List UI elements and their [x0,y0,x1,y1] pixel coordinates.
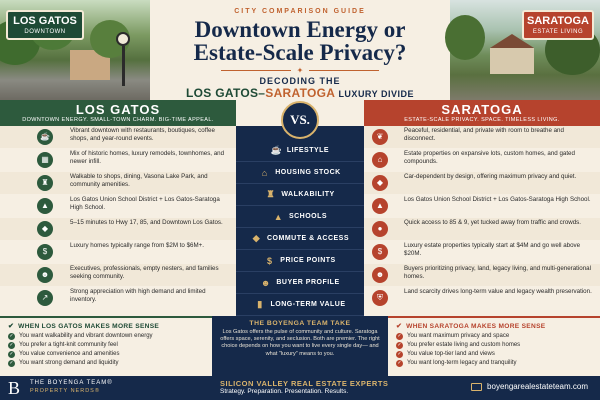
check-icon: ✓ [397,351,402,357]
title-line1: Downtown Energy or [194,17,406,42]
title-area [150,0,450,100]
car-icon: ◆ [252,233,261,243]
people-icon: ☻ [37,267,53,283]
pin-icon: ● [372,221,388,237]
category-lifestyle: ☕ LIFESTYLE [236,140,364,162]
check-icon: ✓ [9,360,14,366]
list-item: ⛨ Land scarcity drives long-term value and legacy wealth preservation. [364,287,600,309]
check-icon: ✓ [9,351,14,357]
list-item: ✓ You value top-tier land and views [397,351,495,357]
category-buyer-profile: ☻ BUYER PROFILE [236,272,364,294]
saratoga-photo [450,0,600,100]
list-item: ♜ Walkable to shops, dining, Vasona Lake Park, and community amenities. [0,172,236,194]
list-item: ✓ You want long-term legacy and tranquility [397,360,517,366]
los-gatos-column [0,126,236,316]
page-title [150,18,450,64]
saratoga-banner [364,100,600,126]
category-walkability: ♜ WALKABILITY [236,184,364,206]
list-item: ⌂ Estate properties on expansive lots, custom homes, and gated compounds. [364,149,600,171]
housing-icon: ⌂ [261,167,268,178]
kicker: CITY COMPARISON GUIDE [234,8,366,15]
estate-icon: ⌂ [372,152,388,168]
walk-icon: ♜ [266,189,276,199]
monitor-icon [471,383,482,391]
subtitle-line2 [150,86,450,100]
buildings-icon: ▦ [37,152,53,168]
sign-right-sub: ESTATE LIVING [532,29,584,35]
shield-icon: ⛨ [372,290,388,306]
list-item: ✓ You want strong demand and liquidity [9,360,119,366]
website-text: boyengarealestateteam.com [487,382,588,391]
los-gatos-sign [6,10,84,40]
list-item: ☻ Buyers prioritizing privacy, land, legacy living, and multi-generational homes. [364,264,600,286]
graduation-cap-icon: ▲ [273,211,284,222]
list-item: ↗ Strong appreciation with high demand and limited inventory. [0,287,236,309]
saratoga-sign [522,10,594,40]
tagline-main: SILICON VALLEY REAL ESTATE EXPERTS [220,379,389,388]
footer [0,376,600,400]
boyenga-logo: B [8,378,21,398]
vs-badge: VS. [281,101,319,139]
car-icon: ◆ [372,175,388,191]
title-line2: Estate-Scale Privacy? [193,40,407,65]
list-item: ☕ Vibrant downtown with restaurants, boutiques, coffee shops, and year-round events. [0,126,236,148]
clock-icon [116,32,130,46]
school-icon: ▲ [37,198,53,214]
list-item: ✓ You want maximum privacy and space [397,333,510,339]
subtitle-dash: – [258,86,266,100]
cafe-icon: ☕ [37,129,53,145]
check-icon: ✓ [397,360,402,366]
subtitle-rest: LUXURY DIVIDE [338,89,414,99]
subtitle-los-gatos: LOS GATOS [186,86,259,100]
footer-tagline [220,379,390,395]
list-item: $ Luxury homes typically range from $2M to $6M+. [0,241,236,263]
check-icon: ✓ [397,342,402,348]
lifestyle-icon: ☕ [270,145,283,155]
list-item: ☻ Executives, professionals, empty nesters, and families seeking community. [0,264,236,286]
price-tag-icon: $ [267,255,273,266]
left-name: LOS GATOS [75,102,161,117]
category-housing-stock: ⌂ HOUSING STOCK [236,162,364,184]
tagline-sub: Strategy. Preparation. Presentation. Results. [220,388,349,395]
category-long-term-value: ▮ LONG-TERM VALUE [236,294,364,316]
check-icon: ✓ [9,333,14,339]
when-los-gatos-title: ✔ WHEN LOS GATOS MAKES MORE SENSE [8,322,160,330]
take-title: THE BOYENGA TEAM TAKE [249,320,351,327]
list-item: ▦ Mix of historic homes, luxury remodels, townhomes, and newer infill. [0,149,236,171]
sign-left-sub: DOWNTOWN [24,29,66,35]
category-commute: ◆ COMMUTE & ACCESS [236,228,364,250]
category-price-points: $ PRICE POINTS [236,250,364,272]
check-circle-icon: ✔ [8,323,15,330]
when-los-gatos-box [0,316,212,376]
list-item: $ Luxury estate properties typically start at $4M and go well above $20M. [364,241,600,263]
growth-chart-icon: ↗ [37,290,53,306]
bar-chart-icon: ▮ [257,299,263,309]
subtitle-saratoga: SARATOGA [265,86,335,100]
school-icon: ▲ [372,198,388,214]
category-column [236,126,364,316]
check-icon: ✓ [397,333,402,339]
subtitle-line1: DECODING THE [259,76,341,86]
sign-right-name: SARATOGA [527,15,589,27]
list-item: ✓ You value convenience and amenities [9,351,120,357]
divider [150,66,450,75]
check-circle-icon: ✔ [396,323,403,330]
left-tagline: DOWNTOWN ENERGY. SMALL-TOWN CHARM. BIG-TIME APPEAL. [22,117,214,123]
list-item: ▲ Los Gatos Union School District + Los Gatos-Saratoga High School. [0,195,236,217]
right-tagline: ESTATE-SCALE PRIVACY. SPACE. TIMELESS LIVING. [404,117,560,123]
brand-name: THE BOYENGA TEAM® [30,380,113,386]
price-tag-icon: $ [37,244,53,260]
when-saratoga-title: ✔ WHEN SARATOGA MAKES MORE SENSE [396,322,546,330]
when-saratoga-box [388,316,600,376]
website-link[interactable] [471,382,588,391]
list-item: ● Quick access to 85 & 9, yet tucked away from traffic and crowds. [364,218,600,240]
brand [30,379,113,395]
leaf-icon: ❦ [372,129,388,145]
list-item: ✓ You want walkability and vibrant downtown energy [9,333,153,339]
los-gatos-photo [0,0,150,100]
people-icon: ☻ [260,277,271,288]
los-gatos-banner [0,100,236,126]
check-icon: ✓ [9,342,14,348]
walker-icon: ♜ [37,175,53,191]
list-item: ▲ Los Gatos Union School District + Los Gatos-Saratoga High School. [364,195,600,217]
brand-sub: PROPERTY NERDS® [30,388,100,394]
list-item: ✓ You prefer estate living and custom homes [397,342,521,348]
price-tag-icon: $ [372,244,388,260]
list-item: ✓ You prefer a tight-knit community feel [9,342,118,348]
people-icon: ☻ [372,267,388,283]
header [0,0,600,100]
boyenga-team-take [212,316,388,376]
category-schools: ▲ SCHOOLS [236,206,364,228]
star-icon: ✦ [296,66,304,75]
list-item: ❦ Peaceful, residential, and private with room to breathe and disconnect. [364,126,600,148]
take-body: Los Gatos offers the pulse of community and culture. Saratoga offers space, serenity, and seclusion. Both are premier. The right choice depends on how you want to live every single day— and what “luxury” means to you. [220,329,380,357]
car-icon: ◆ [37,221,53,237]
right-name: SARATOGA [441,102,523,117]
list-item: ◆ 5–15 minutes to Hwy 17, 85, and Downtown Los Gatos. [0,218,236,240]
sign-left-name: LOS GATOS [13,15,77,27]
saratoga-column [364,126,600,316]
list-item: ◆ Car-dependent by design, offering maximum privacy and quiet. [364,172,600,194]
